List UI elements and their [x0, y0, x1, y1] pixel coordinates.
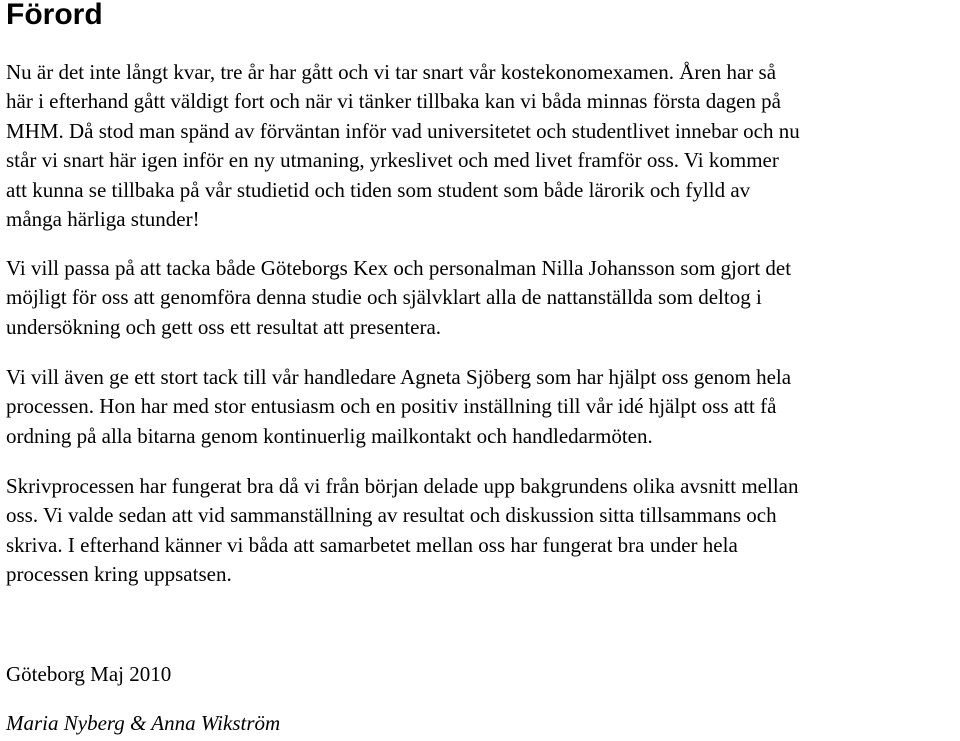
paragraph-line: processen. Hon har med stor entusiasm och en positiv inställning till vår idé hjälpt oss att få: [6, 394, 777, 419]
paragraph-line: undersökning och gett oss ett resultat att presentera.: [6, 314, 442, 339]
paragraph-line: processen kring uppsatsen.: [6, 562, 232, 587]
page-title: Förord: [6, 0, 103, 31]
paragraph-line: möjligt för oss att genomföra denna studie och självklart alla de nattanställda som deltog i: [6, 285, 762, 310]
paragraph-intro: [6, 58, 800, 234]
paragraph-line: Nu är det inte långt kvar, tre år har gått och vi tar snart vår kostekonomexamen. Åren har så: [6, 60, 777, 84]
paragraph-thanks-company: [6, 254, 791, 342]
paragraph-line: oss. Vi valde sedan att vid sammanställning av resultat och diskussion sitta tillsammans och: [6, 503, 777, 528]
paragraph-line: Skrivprocessen har fungerat bra då vi från början delade upp bakgrundens olika avsnitt mellan: [6, 474, 799, 498]
paragraph-line: här i efterhand gått väldigt fort och när vi tänker tillbaka kan vi båda minnas första dagen på: [6, 89, 781, 114]
paragraph-writing-process: [6, 472, 799, 590]
paragraph-line: att kunna se tillbaka på vår studietid och tiden som student som både lärorik och fylld av: [6, 177, 751, 202]
paragraph-line: skriva. I efterhand känner vi båda att samarbetet mellan oss har fungerat bra under hela: [6, 532, 738, 557]
paragraph-line: Vi vill passa på att tacka både Göteborgs Kex och personalman Nilla Johansson som gjort det: [6, 256, 792, 280]
place-date: Göteborg Maj 2010: [6, 662, 172, 686]
document-page: [6, 0, 956, 735]
paragraph-line: MHM. Då stod man spänd av förväntan inför vad universitetet och studentlivet innebar och nu: [6, 118, 800, 143]
authors-signature: Maria Nyberg & Anna Wikström: [6, 711, 281, 735]
paragraph-line: ordning på alla bitarna genom kontinuerlig mailkontakt och handledarmöten.: [6, 423, 653, 448]
paragraph-line: Vi vill även ge ett stort tack till vår handledare Agneta Sjöberg som har hjälpt oss genom hela: [6, 365, 792, 389]
paragraph-line: många härliga stunder!: [6, 207, 200, 232]
paragraph-thanks-supervisor: [6, 363, 791, 451]
paragraph-line: står vi snart här igen inför en ny utmaning, yrkeslivet och med livet framför oss. Vi kommer: [6, 148, 779, 173]
